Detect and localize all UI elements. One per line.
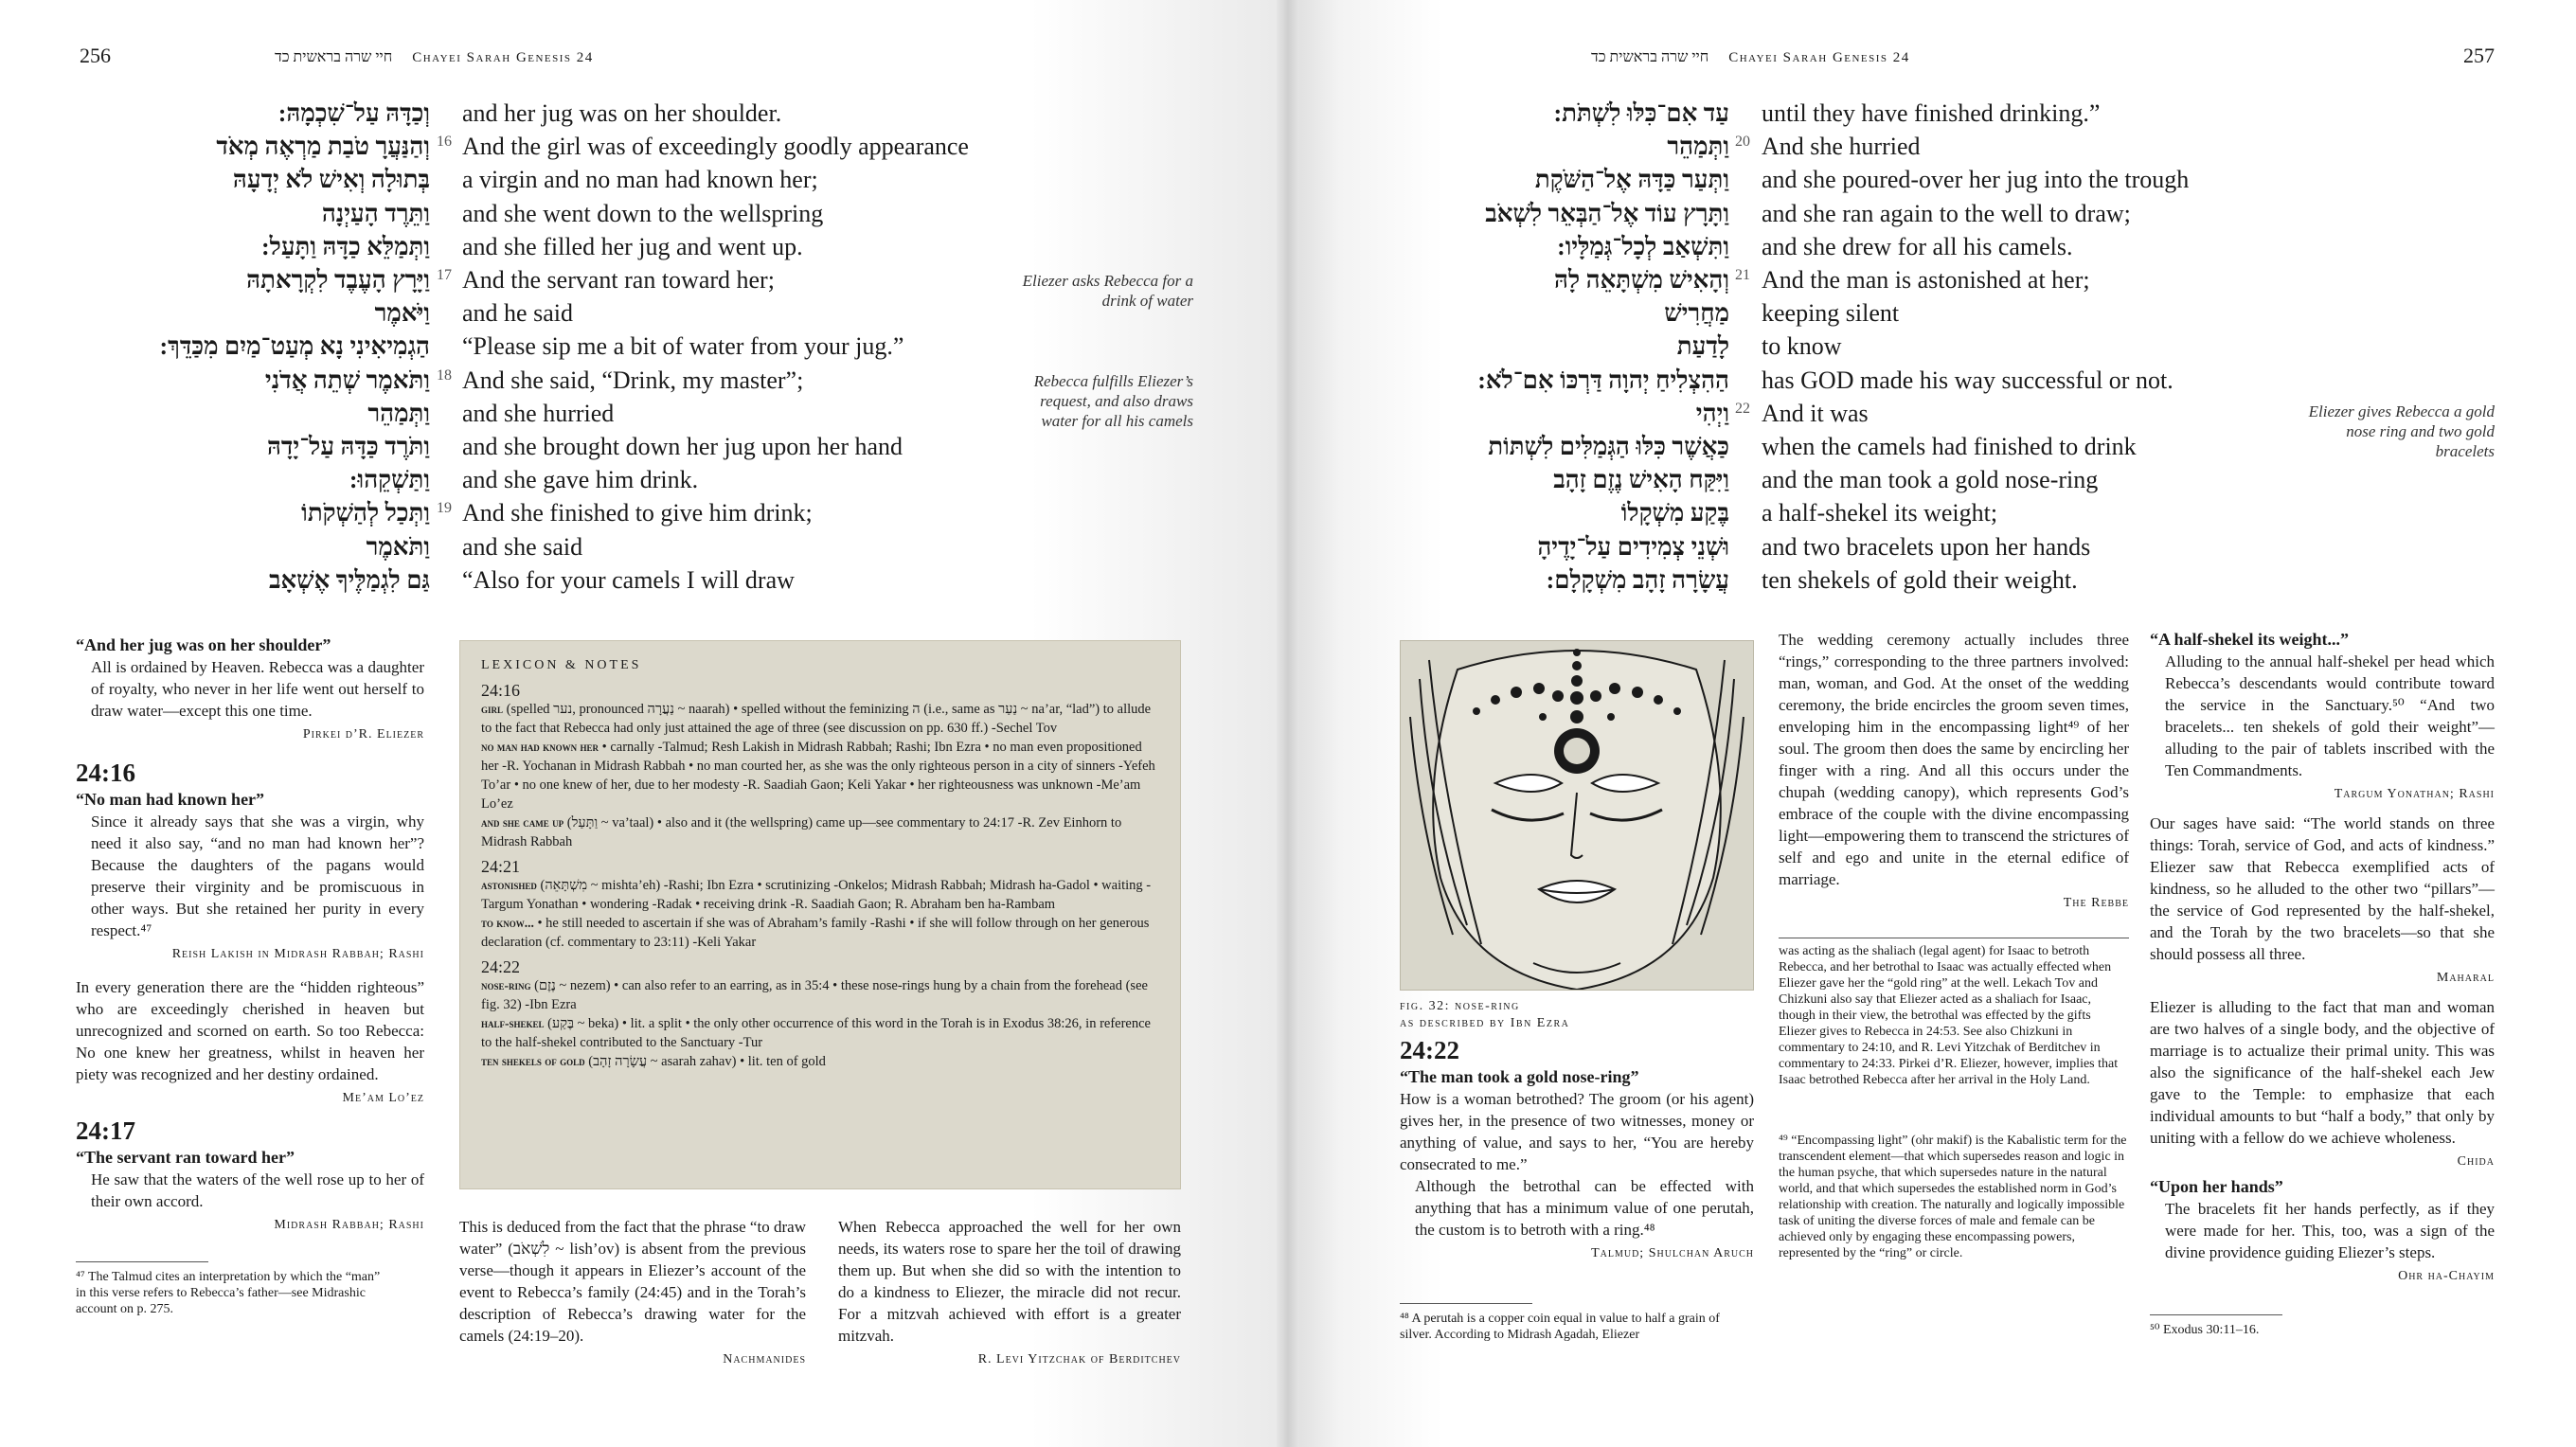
- footnote-50: ⁵⁰ Exodus 30:11–16.: [2150, 1323, 2260, 1337]
- verse-english: And she hurried: [1762, 133, 1921, 161]
- verse-line: [1288, 463, 2519, 496]
- verse-hebrew: וַיָּרָץ הָעֶבֶד לִקְרָאתָהּ: [246, 266, 430, 294]
- verse-english: when the camels had finished to drink: [1762, 433, 2137, 460]
- verse-line: [0, 163, 1231, 196]
- verse-english: and she went down to the wellspring: [462, 199, 824, 227]
- verse-english: a half-shekel its weight;: [1762, 499, 1998, 527]
- verse-hebrew: כַּאֲשֶׁר כִּלּוּ הַגְּמַלִּים לִשְׁתּוֹת: [1488, 433, 1729, 460]
- commentary-heading: “The servant ran toward her”: [76, 1148, 295, 1167]
- verse-line: [0, 330, 1231, 363]
- lexicon-entry: nose-ring (נֶזֶם ~ nezem) • can also refer to an earring, as in 35:4 • these nose-rings hung by a chain from the forehead (see fig. 32) -Ibn Ezra: [481, 978, 1148, 1012]
- verse-hebrew: וַתְּמַלֵּא כַדָּהּ וַתָּעַל:: [261, 232, 430, 260]
- verse-hebrew: וְהָאִישׁ מִשְׁתָּאֵה לָהּ: [1554, 266, 1729, 294]
- verse-english: has GOD made his way successful or not.: [1762, 366, 2174, 394]
- verse-number: 19: [437, 500, 452, 517]
- commentary-source: Talmud; Shulchan Aruch: [1591, 1246, 1754, 1260]
- side-note-eliezer-gives: Eliezer gives Rebecca a gold nose ring and two gold bracelets: [2308, 402, 2495, 460]
- footnote-rule: [1400, 1303, 1532, 1304]
- commentary-text: When Rebecca approached the well for her own needs, its waters rose to spare her the toil of drawing them up. But when she did so with the intention to do a kindness to Eliezer, the miracle did not recur. For a mitzvah achieved with effort is a greater mitzvah.: [838, 1218, 1181, 1345]
- commentary-column-2: [1779, 629, 2129, 914]
- commentary-text: The wedding ceremony actually includes three “rings,” corresponding to the three partners involved: man, woman, and God. At the onset of the wedding ceremony, the bride encircles the groom seven times, enveloping him in the encompassing light⁴⁹ of her soul. The groom then does the same by encircling her finger with a ring. And all this occurs under the chupah (wedding canopy), which represents God’s embrace of the couple with the divine encompassing light—empowering them to transcend the strictures of self and ego and unite in the eternal edifice of marriage.: [1779, 631, 2129, 888]
- footnote-48: ⁴⁸ A perutah is a copper coin equal in value to half a grain of silver. According to Midrash Agadah, Eliezer: [1400, 1312, 1720, 1342]
- verse-hebrew: וְהַנַּעֲרָ טֹבַת מַרְאֶה מְאֹד: [216, 133, 430, 161]
- lexicon-entry: astonished (מִשְׁתָּאֵה ~ mishta’eh) -Rashi; Ibn Ezra • scrutinizing -Onkelos; Midrash Rabbah; Midrash ha-Gadol • waiting -Targum Yonathan • wondering -Radak • receiving drink -R. Saadiah Gaon; R. Abraham ben ha-Rambam: [481, 878, 1152, 912]
- commentary-text: All is ordained by Heaven. Rebecca was a daughter of royalty, who never in her life went out herself to draw water—except this one time.: [91, 658, 424, 720]
- commentary-source: Reish Lakish in Midrash Rabbah; Rashi: [171, 947, 424, 961]
- verse-hebrew: וַתֵּרֶד הָעַיְנָה: [321, 199, 430, 227]
- verse-hebrew: בֶּקַע מִשְׁקָלוֹ: [1620, 499, 1729, 527]
- verse-line: [1288, 230, 2519, 263]
- verse-number: 18: [437, 366, 452, 384]
- commentary-source: Targum Yonathan; Rashi: [2334, 787, 2495, 801]
- verse-line: [1288, 364, 2519, 397]
- verse-english: And the man is astonished at her;: [1762, 266, 2090, 294]
- footnote-48-cont: was acting as the shaliach (legal agent) for Isaac to betroth Rebecca, and her betrothal to Isaac was actually effected when Eliezer gave her the “gold ring” at the well. Lekach Tov and Chizkuni also say that Eliezer acted as a shaliach for Isaac, though in their view, the betrothal was effected by the gifts Eliezer gives to Rebecca in 24:53. See also Chizkuni in commentary to 24:10, and R. Levi Yitzchak of Berditchev in commentary to 24:33. Pirkei d’R. Eliezer, however, implies that Isaac betrothed Rebecca after her arrival in the Holy Land.: [1779, 944, 2119, 1087]
- verse-line: [1288, 563, 2519, 597]
- footnote-47: ⁴⁷ The Talmud cites an interpretation by which the “man” in this verse refers to Rebecca’s father—see Midrashic account on p. 275.: [76, 1270, 381, 1316]
- verse-line: [1288, 130, 2519, 163]
- commentary-source: Pirkei d’R. Eliezer: [302, 727, 424, 741]
- verse-hebrew: גַּם לִגְמַלֶּיךָ אֶשְׁאָב: [268, 565, 430, 594]
- verse-hebrew: וַתַּשְׁקֵהוּ:: [349, 466, 430, 494]
- verse-hebrew: לָדַעַת: [1676, 332, 1729, 361]
- commentary-source: Me’am Lo’ez: [342, 1091, 424, 1105]
- verse-english: to know: [1762, 332, 1842, 361]
- commentary-nachmanides: [459, 1216, 806, 1370]
- verse-english: and she ran again to the well to draw;: [1762, 199, 2131, 227]
- commentary-heading: “A half-shekel its weight...”: [2150, 630, 2350, 649]
- lexicon-entry: half-shekel (בֶּקַע ~ beka) • lit. a split • the only other occurrence of this word in the Torah is in Exodus 38:26, in reference to the half-shekel contributed to the Sanctuary -Tur: [481, 1016, 1151, 1050]
- section-number: 24:16: [76, 759, 135, 787]
- commentary-text: He saw that the waters of the well rose up to her of their own accord.: [91, 1170, 424, 1210]
- verse-hebrew: וַתֹּאמֶר: [366, 532, 430, 561]
- verse-hebrew: וַתְּמַהֵר: [367, 399, 430, 427]
- commentary-heading: “And her jug was on her shoulder”: [76, 635, 331, 654]
- running-head-hebrew: חיי שרה בראשית כד: [275, 49, 393, 65]
- verse-english: and she drew for all his camels.: [1762, 232, 2073, 260]
- verse-hebrew: וַתִּשְׁאַב לְכָל־גְּמַלָּיו:: [1557, 232, 1729, 260]
- verse-english: and she said: [462, 532, 583, 561]
- figure-caption: fig. 32: nose-ring as described by Ibn Ezra: [1400, 999, 1570, 1030]
- verse-english: and she poured-over her jug into the trough: [1762, 166, 2190, 194]
- side-note-rebecca-fulfills: Rebecca fulfills Eliezer’s request, and also draws water for all his camels: [1033, 372, 1193, 430]
- verse-line: [1288, 197, 2519, 230]
- verse-hebrew: וַתְּכַל לְהַשְׁקֹתוֹ: [301, 499, 430, 527]
- right-page: [1288, 0, 2576, 1447]
- book-gutter: [1277, 0, 1299, 1447]
- verse-line: [0, 230, 1231, 263]
- verse-line: [1288, 263, 2519, 296]
- commentary-text: Alluding to the annual half-shekel per head which Rebecca’s descendants would contribute toward the service in the Sanctuary.⁵⁰ “And two bracelets... ten shekels of gold their weight”—alluding to the pair of tablets inscribed with the Ten Commandments.: [2165, 652, 2495, 779]
- running-head-hebrew: חיי שרה בראשית כד: [1591, 49, 1709, 65]
- footnote-49: ⁴⁹ “Encompassing light” (ohr makif) is the Kabalistic term for the transcendent element—that which supersedes reason and logic in the human psyche, that which supersedes nature in the natural world, and that which supersedes the established norm in God’s relationship with creation. The naturally and logically impossible task of uniting the diverse forces of male and female can be achieved only by engaging these encompassing powers, represented by the “ring” or circle.: [1779, 1134, 2127, 1260]
- verse-hebrew: בְּתוּלָה וְאִישׁ לֹא יְדָעָהּ: [232, 166, 430, 194]
- verse-line: [1288, 496, 2519, 529]
- lexicon-entry: to know... • he still needed to ascertain if she was of Abraham’s family -Rashi • if she will follow through on her generous declaration (cf. commentary to 23:11) -Keli Yakar: [481, 916, 1150, 950]
- section-number: 24:17: [76, 1117, 135, 1145]
- verse-hebrew: עַד אִם־כִּלּוּ לִשְׁתֹּת:: [1553, 99, 1729, 127]
- lexicon-verse-number: 24:22: [481, 957, 521, 976]
- verse-line: [0, 130, 1231, 163]
- verse-line: [0, 197, 1231, 230]
- verse-english: and the man took a gold nose-ring: [1762, 466, 2099, 494]
- verse-line: [0, 530, 1231, 563]
- section-number: 24:22: [1400, 1036, 1459, 1064]
- commentary-source: Midrash Rabbah; Rashi: [274, 1218, 424, 1232]
- verse-hebrew: וּשְׁנֵי צְמִידִים עַל־יָדֶיהָ: [1537, 532, 1729, 561]
- verse-english: a virgin and no man had known her;: [462, 166, 818, 194]
- verse-english: “Please sip me a bit of water from your jug.”: [462, 332, 904, 361]
- verse-number: 16: [437, 134, 452, 151]
- verse-english: and she gave him drink.: [462, 466, 699, 494]
- side-note-eliezer-asks: Eliezer asks Rebecca for a drink of water: [1022, 272, 1193, 310]
- commentary-column-1: [1400, 1034, 1754, 1264]
- lexicon-entry: no man had known her • carnally -Talmud; Resh Lakish in Midrash Rabbah; Rashi; Ibn Ezra • no man even propositioned her -R. Yochanan in Midrash Rabbah • no man courted her, as she was the only righteous person in a city of sinners -Yefeh To’ar • no one knew of her, due to her modesty -R. Saadiah Gaon; Keli Yakar • her righteousness was unknown -Me’am Lo’ez: [481, 740, 1155, 812]
- commentary-source: Nachmanides: [723, 1352, 806, 1367]
- verse-english: and she brought down her jug upon her hand: [462, 433, 903, 460]
- verse-hebrew: וַתֹּרֶד כַּדָּהּ עַל־יָדָהּ: [266, 433, 430, 460]
- commentary-text: The bracelets fit her hands perfectly, as if they were made for her. This, too, was a sign of the divine providence guiding Eliezer’s steps.: [2165, 1200, 2495, 1261]
- verse-english: keeping silent: [1762, 299, 1900, 328]
- verse-english: And it was: [1762, 399, 1869, 427]
- commentary-heading: “No man had known her”: [76, 790, 265, 809]
- lexicon-entry: and she came up (וַתָּעַל ~ va’taal) • also and it (the wellspring) came up—see commentary to 24:17 -R. Zev Einhorn to Midrash Rabbah: [481, 815, 1122, 849]
- verse-number: 22: [1735, 400, 1750, 417]
- face-illustration-icon: [1401, 641, 1753, 990]
- verse-number: 20: [1735, 134, 1750, 151]
- verse-english: ten shekels of gold their weight.: [1762, 565, 2078, 594]
- commentary-column-left: [76, 634, 424, 1236]
- page-number: 257: [2463, 44, 2495, 67]
- verse-line: [1288, 330, 2519, 363]
- verse-hebrew: מַחֲרִישׁ: [1664, 299, 1729, 328]
- verse-hebrew: וַיֹּאמֶר: [374, 299, 430, 328]
- verse-line: [1288, 163, 2519, 196]
- verse-line: [0, 463, 1231, 496]
- verse-hebrew: וַתְּמַהֵר: [1667, 133, 1729, 161]
- commentary-text: Our sages have said: “The world stands on three things: Torah, service of God, and acts of kindness.” Eliezer saw that Rebecca exemplified acts of kindness, so he alluded to the other two “pillars”—the service of God represented by the half-shekel, and the Torah by the two bracelets—so that she should possess all three.: [2150, 814, 2495, 963]
- commentary-source: Chida: [2457, 1154, 2495, 1169]
- running-head: [275, 49, 594, 66]
- page-number: 256: [80, 44, 111, 67]
- verse-line: [0, 563, 1231, 597]
- verse-english: and two bracelets upon her hands: [1762, 532, 2091, 561]
- verse-hebrew: וְכַדָּהּ עַל־שִׁכְמָהּ:: [277, 99, 430, 127]
- verse-line: [0, 430, 1231, 463]
- figure-nose-ring: [1400, 640, 1754, 991]
- verse-hebrew: הַגְמִיאִינִי נָא מְעַט־מַיִם מִכַּדֵּךְ:: [159, 332, 430, 361]
- verse-hebrew: וַיִּקַּח הָאִישׁ נֶזֶם זָהָב: [1553, 466, 1729, 494]
- lexicon-entry: girl (spelled נער, pronounced נַעֲרָה ~ naarah) • spelled without the feminizing ה (i.e., same as נַעַר ~ na’ar, “lad”) to allude to the fact that Rebecca had only just attained the age of three (see discussion on pp. 630 ff.) -Sechel Tov: [481, 702, 1152, 736]
- verse-line: [0, 496, 1231, 529]
- commentary-source: R. Levi Yitzchak of Berditchev: [977, 1352, 1181, 1367]
- verse-line: [1288, 530, 2519, 563]
- verse-hebrew: עֲשָׂרָה זָהָב מִשְׁקָלָם:: [1546, 565, 1729, 594]
- verse-english: until they have finished drinking.”: [1762, 99, 2101, 127]
- commentary-text: Since it already says that she was a virgin, why need it also say, “and no man had known her”? Because the daughters of the pagans would preserve their virginity and be promiscuous in other ways. But she retained her purity in every respect.⁴⁷: [91, 813, 424, 939]
- commentary-heading: “The man took a gold nose-ring”: [1400, 1067, 1639, 1086]
- verse-hebrew: וַתְּעַר כַּדָּהּ אֶל־הַשֹּׁקֶת: [1534, 166, 1729, 194]
- commentary-berditchev: [838, 1216, 1181, 1370]
- footnote-rule: [76, 1261, 208, 1262]
- commentary-heading: “Upon her hands”: [2150, 1177, 2283, 1196]
- verse-english: and her jug was on her shoulder.: [462, 99, 782, 127]
- lexicon-verse-number: 24:21: [481, 857, 521, 876]
- verse-hebrew: וַתָּרָץ עוֹד אֶל־הַבְּאֵר לִשְׁאֹב: [1485, 199, 1729, 227]
- lexicon-box: [459, 640, 1181, 1189]
- lexicon-title: LEXICON & NOTES: [481, 658, 642, 672]
- verse-line: [1288, 97, 2519, 130]
- lexicon-verse-number: 24:16: [481, 681, 521, 700]
- verse-english: And she finished to give him drink;: [462, 499, 813, 527]
- footnote-rule: [2150, 1314, 2282, 1315]
- verse-line: [0, 97, 1231, 130]
- verse-number: 17: [437, 267, 452, 283]
- commentary-source: The Rebbe: [2063, 896, 2129, 910]
- running-head-english: Chayei Sarah Genesis 24: [412, 50, 594, 65]
- commentary-text: Eliezer is alluding to the fact that man and woman are two halves of a single body, and the objective of marriage is to actualize their primal unity. This was also the significance of the half-shekel each Jew gave to the Temple: to emphasize that each individual amounts to but “half a body,” that only by uniting with a fellow do we achieve wholeness.: [2150, 998, 2495, 1147]
- commentary-text: In every generation there are the “hidden righteous” who are exceedingly cherished in heaven but unrecognized and scorned on earth. So too Rebecca: No one knew her greatness, whilst in heaven her piety was recognized and her destiny ordained.: [76, 978, 424, 1083]
- verse-hebrew: וַיְהִי: [1695, 399, 1729, 427]
- running-head-english: Chayei Sarah Genesis 24: [1728, 50, 1910, 65]
- verse-line: [1288, 296, 2519, 330]
- verse-english: And she said, “Drink, my master”;: [462, 366, 804, 394]
- commentary-source: Ohr ha-Chayim: [2398, 1269, 2495, 1283]
- running-head: [1591, 49, 1910, 66]
- verse-english: and she filled her jug and went up.: [462, 232, 803, 260]
- commentary-source: Maharal: [2436, 971, 2495, 985]
- commentary-text: This is deduced from the fact that the phrase “to draw water” (לִשְׁאֹב ~ lish’ov) is absent from the previous verse—though it appears in Eliezer’s account of the event to Rebecca’s family (24:45) and in the Torah’s description of Rebecca’s drawing water for the camels (24:19–20).: [459, 1218, 806, 1345]
- verse-english: “Also for your camels I will draw: [462, 565, 795, 594]
- verse-hebrew: הַהִצְלִיחַ יְהוָה דַּרְכּוֹ אִם־לֹא:: [1477, 366, 1729, 394]
- verse-hebrew: וַתֹּאמֶר שְׁתֵה אֲדֹנִי: [264, 366, 430, 394]
- verse-english: and he said: [462, 299, 573, 328]
- commentary-text: Although the betrothal can be effected with anything that has a minimum value of one perutah, the custom is to betroth with a ring.⁴⁸: [1415, 1177, 1754, 1239]
- lexicon-entry: ten shekels of gold (עֲשָׂרָה זָהָב ~ asarah zahav) • lit. ten of gold: [481, 1054, 826, 1069]
- verse-number: 21: [1735, 267, 1750, 283]
- verse-english: And the girl was of exceedingly goodly appearance: [462, 133, 969, 161]
- commentary-text: How is a woman betrothed? The groom (or his agent) gives her, in the presence of two witnesses, money or anything of value, and says to her, “You are hereby consecrated to me.”: [1400, 1090, 1754, 1173]
- commentary-column-3: [2150, 629, 2495, 1287]
- verse-english: and she hurried: [462, 399, 615, 427]
- verse-english: And the servant ran toward her;: [462, 266, 775, 294]
